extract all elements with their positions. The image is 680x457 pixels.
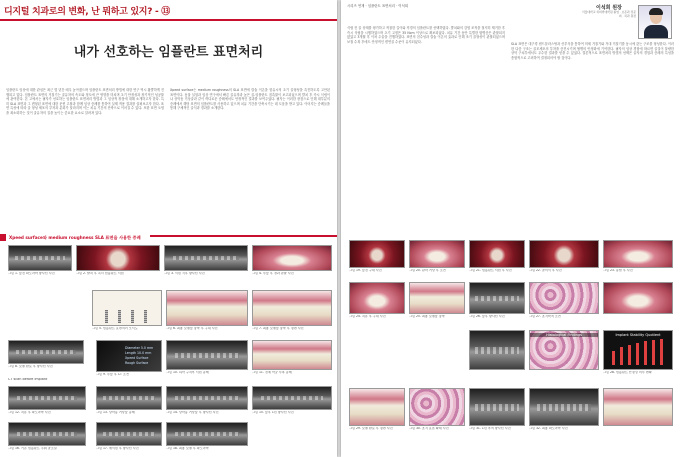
caption-27: 그림 27. 조직학적 소견 <box>529 315 561 318</box>
chart-bar <box>620 347 623 365</box>
implant-icon <box>105 310 108 323</box>
caption-2: 그림 2. 발치 후 즉시 임플란트 식립 <box>76 272 124 275</box>
chart-bar <box>652 340 655 365</box>
chart-bar <box>660 339 663 365</box>
chart-bar <box>636 343 639 365</box>
author-affiliation: 서울대학교 치의학대학원 졸업 · 보존과 전문의 · 치과 원장 <box>582 10 636 18</box>
byline: 시리즈 연재 · 임플란트 표면처리 · 이석희 <box>347 4 409 8</box>
figure-27-histology <box>529 282 599 314</box>
cbct-label: CT scan before implant <box>8 378 48 381</box>
chart-bar <box>628 345 631 365</box>
ct-roughness: Rough Surface <box>125 361 149 365</box>
figure-6-prosthesis <box>166 290 248 326</box>
figure-3-xray <box>164 245 248 271</box>
caption-26: 그림 26. 술후 방사선 사진 <box>469 315 505 318</box>
implant-icon <box>131 310 134 323</box>
caption-30: 그림 30. 조직 표본 확대 사진 <box>409 427 449 430</box>
stability-chart <box>603 330 673 370</box>
caption-24: 그림 24. 치유 후 구내 사진 <box>349 315 386 318</box>
chart-title: Implant Stability Quotient <box>615 333 661 337</box>
caption-10: 그림 10. 하악 구치부 식립 증례 <box>166 371 209 374</box>
figure-11-prosthesis <box>252 340 332 370</box>
figure-section-label: Xpeed surface와 medium roughness SLA 표면을 사용한 증례 <box>9 235 141 240</box>
figure-29-prosthesis <box>349 388 405 426</box>
figure-22-graft <box>529 240 599 268</box>
caption-21: 그림 21. 임플란트 식립 후 사진 <box>469 269 512 272</box>
ct-diameter: Diameter 5.0 mm <box>125 346 154 350</box>
caption-28: 그림 28. 임플란트 안정성 지수 변화 <box>603 371 652 374</box>
figure-28-intraoral <box>603 282 673 314</box>
figure-15-xray <box>252 386 332 410</box>
caption-17: 그림 17. 재식립 후 방사선 사진 <box>96 447 139 450</box>
caption-18: 그림 18. 최종 보철 후 파노라마 <box>166 447 209 450</box>
figure-31-xray <box>469 388 525 426</box>
caption-22: 그림 22. 골이식 후 사진 <box>529 269 562 272</box>
caption-16: 그림 16. 기존 임플란트 주위 골소실 <box>8 447 57 450</box>
figure-1-xray <box>8 245 72 271</box>
figure-bar-line <box>150 235 337 237</box>
caption-15: 그림 15. 술후 1년 방사선 사진 <box>252 411 294 414</box>
figure-24-healing <box>349 282 405 314</box>
figure-23-suture <box>603 240 673 268</box>
caption-14: 그림 14. 상악동 거상술 후 방사선 사진 <box>166 411 219 414</box>
figure-xray-b <box>469 330 525 370</box>
figure-26-xray <box>469 282 525 314</box>
implant-icon <box>118 310 121 323</box>
caption-11: 그림 11. 전체 악궁 수복 증례 <box>252 371 292 374</box>
series-title: 디지털 치과로의 변화, 난 뭐하고 있지? - ⑬ <box>4 7 170 17</box>
header-rule <box>0 19 337 21</box>
caption-6: 그림 6. 최종 보철물 장착 후 구내 사진 <box>166 327 218 330</box>
figure-32-panoramic <box>529 388 599 426</box>
figure-13-xray <box>96 386 162 410</box>
figure-25-prosthesis <box>409 282 465 314</box>
figure-14-xray <box>166 386 248 410</box>
figure-18-xray <box>166 422 248 446</box>
figure-bar-marker <box>0 234 6 241</box>
caption-19: 그림 19. 술전 구내 사진 <box>349 269 382 272</box>
chart-bar <box>644 341 647 365</box>
caption-9: 그림 9. 수술 후 CT 소견 <box>96 373 129 376</box>
figure-7-prosthesis <box>252 290 332 326</box>
caption-32: 그림 32. 최종 파노라마 사진 <box>529 427 568 430</box>
caption-12: 그림 12. 치유 후 파노라마 사진 <box>8 411 51 414</box>
caption-8: 그림 8. 보철 완료 후 방사선 사진 <box>8 365 53 368</box>
ct-surface: Xpeed Surface <box>125 356 149 360</box>
author-photo <box>638 5 672 39</box>
figure-histology-b <box>529 330 599 370</box>
article-title: 내가 선호하는 임플란트 표면처리 <box>73 45 264 60</box>
figure-5-implant-diagram <box>92 290 162 326</box>
figure-16-xray <box>8 422 86 446</box>
figure-4-intraoral <box>252 245 332 271</box>
figure-12-panoramic <box>8 386 86 410</box>
figure-8-xray <box>8 340 84 364</box>
body-column-1: 식립 전 골 상태를 평가하고 적절한 길이와 직경의 임플란트를 선택하였다. 발치와의 감염 조직을 철저히 제거한 후 즉시 식립을 시행하였으며 초기 고정은 35 Ncm 이상으로 확보되었다. 치유 기간 동안 특별한 합병증은 관찰되지 않았고 3개월 후 이차 수술을 진행하였다. 표면의 친수성과 칼슘 이온의 효과로 인해 조기 골형성이 관찰되었으며 보철 수복 후에도 안정적인 변연골 수준이 유지되었다. <box>347 26 505 44</box>
caption-7: 그림 7. 최종 보철물 장착 후 정면 사진 <box>252 327 304 330</box>
caption-20: 그림 20. 판막 거상 후 소견 <box>409 269 446 272</box>
figure-17-xray <box>96 422 162 446</box>
implant-icon <box>144 310 147 323</box>
caption-25: 그림 25. 최종 보철물 장착 <box>409 315 445 318</box>
left-page <box>0 0 337 457</box>
caption-23: 그림 23. 봉합 후 사진 <box>603 269 633 272</box>
author-name: 이석희 원장 <box>596 5 622 11</box>
histology-title: Histological Findings <box>530 333 598 337</box>
body-column-1: 임플란트 임상에 대한 관심은 최근 몇 년간 매우 높아졌으며 임플란트 표면처리 방법에 대한 연구 역시 활발하게 진행되고 있다. 임플란트 표면의 거칠기는 골유착의 속도와 정도에 큰 영향을 미치며 초기 안정성과 장기적인 성공률에 관여한다. 본 고에서는 필자가 선호하는 임플란트 표면처리 방법과 그 임상적 장점에 대해 소개하고자 한다. 특히 SLA 표면과 그 변형된 표면에 대한 문헌 고찰과 함께 임상 증례를 통하여 실제 적용 결과를 살펴보고자 한다. 표면 특성에 따라 골 형성 세포의 부착과 분화가 달라지며 이는 치유 기간의 단축으로 이어질 수 있다. 또한 표면 오염을 최소화하는 것이 골유착의 질을 높이는 중요한 요소로 알려져 있다. <box>6 88 164 115</box>
caption-3: 그림 3. 식립 직후 방사선 사진 <box>164 272 205 275</box>
body-column-2: SLA 표면은 대구경 샌드블라스팅과 산부식을 통하여 미세 거칠기와 거대 거칠기를 동시에 갖는 구조를 형성한다. 이러한 다층 구조는 골모세포의 부착을 증진시키며 혈병의 안정화에 기여한다. 필자의 임상 경험에 따르면 골질이 불량한 상악 구치부에서도 우수한 결과를 얻을 수 있었다. 결론적으로 표면처리 방법의 선택은 술자의 경험과 증례의 특성을 종합적으로 고려하여 결정되어야 할 것이다. <box>511 42 674 60</box>
caption-5: 그림 5. 임플란트 표면처리 모식도 <box>92 327 138 330</box>
body-column-2: Xpeed surface는 medium roughness의 SLA 표면에 칼슘 이온을 함유시켜 초기 골형성을 촉진하도록 고안된 표면이다. 동물 실험과 임상 연구에서 빠른 골유착과 높은 골-임플란트 접촉률이 보고되었으며 발치 후 즉시 식립이나 상악동 거상술과 같이 까다로운 증례에서도 안정적인 결과를 보여주었다. 필자는 이러한 장점으로 인해 대부분의 증례에서 해당 표면의 임플란트를 사용하고 있으며 치유 기간을 단축시키는 데 도움을 받고 있다. 이어지는 증례들을 통해 구체적인 술식과 경과를 소개한다. <box>170 88 330 111</box>
chart-bar <box>612 351 615 365</box>
caption-29: 그림 29. 보철 완료 후 정면 사진 <box>349 427 393 430</box>
figure-2-surgery <box>76 245 160 271</box>
caption-4: 그림 4. 수술 후 경과 관찰 사진 <box>252 272 294 275</box>
caption-1: 그림 1. 술전 파노라마 방사선 사진 <box>8 272 55 275</box>
figure-9-ct <box>96 340 162 372</box>
figure-33-prosthesis <box>603 388 673 426</box>
right-page <box>341 0 680 457</box>
figure-19-intraoral <box>349 240 405 268</box>
caption-31: 그림 31. 1년 추적 방사선 사진 <box>469 427 511 430</box>
ct-length: Length 10.0 mm <box>125 351 152 355</box>
figure-30-histology <box>409 388 465 426</box>
caption-13: 그림 13. 상악동 거상술 증례 <box>96 411 135 414</box>
figure-21-implant <box>469 240 525 268</box>
figure-20-flap <box>409 240 465 268</box>
figure-10-xray <box>166 340 248 370</box>
